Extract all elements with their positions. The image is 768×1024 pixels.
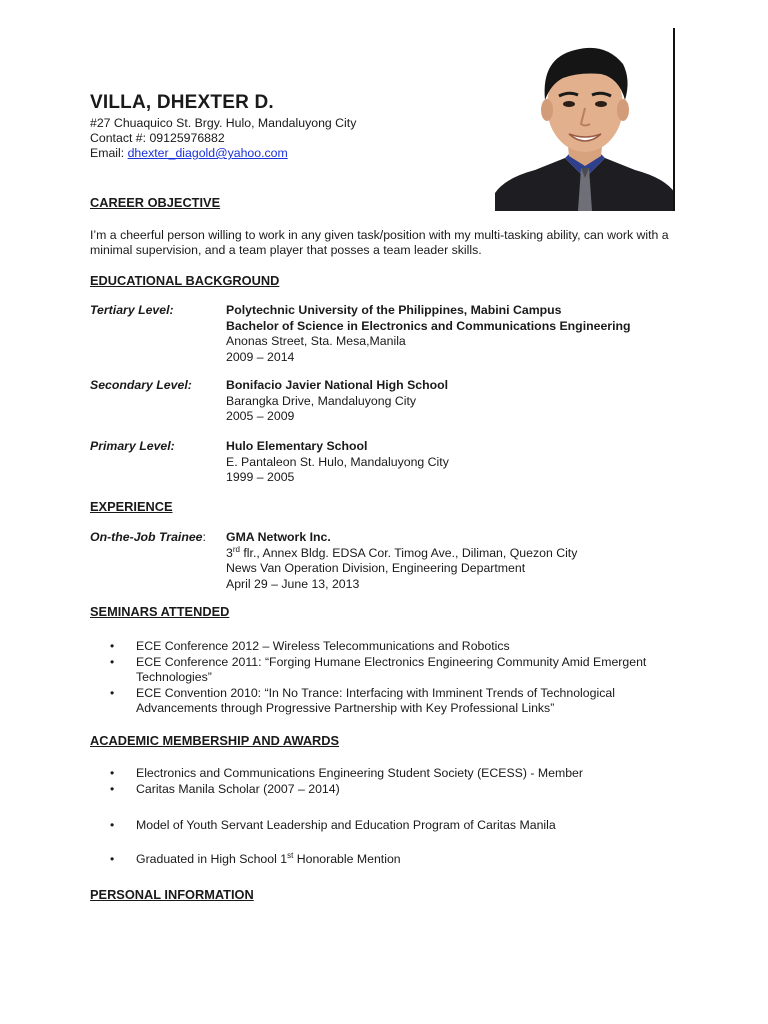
ojt-label-colon: :	[202, 530, 206, 544]
portrait-illustration	[495, 28, 675, 211]
address-floor-suffix: rd	[232, 544, 240, 554]
tertiary-years: 2009 – 2014	[226, 349, 295, 364]
experience-title: EXPERIENCE	[90, 499, 173, 514]
primary-school: Hulo Elementary School	[226, 439, 368, 453]
academic-title: ACADEMIC MEMBERSHIP AND AWARDS	[90, 733, 340, 748]
list-item: • ECE Convention 2010: “In No Trance: Interfacing with Imminent Trends of Technological Advancements through Progressive Partnership with Key Professional Links”	[110, 686, 680, 717]
ojt-label-text: On-the-Job Trainee	[90, 530, 203, 544]
primary-level-label: Primary Level:	[90, 439, 175, 453]
list-item: • ECE Conference 2012 – Wireless Telecommunications and Robotics	[110, 639, 680, 655]
tertiary-degree: Bachelor of Science in Electronics and Communications Engineering	[226, 318, 631, 333]
contact-block	[90, 116, 356, 161]
contact-line	[90, 131, 356, 146]
secondary-address: Barangka Drive, Mandaluyong City	[226, 393, 417, 408]
applicant-photo	[495, 28, 675, 211]
list-item: • ECE Conference 2011: “Forging Humane Electronics Engineering Community Amid Emergent Technologies”	[110, 655, 680, 686]
address-rest: flr., Annex Bldg. EDSA Cor. Timog Ave., Diliman, Quezon City	[239, 545, 578, 560]
email-link[interactable]: dhexter_diagold@yahoo.com	[127, 146, 288, 160]
photo-border	[673, 28, 675, 211]
secondary-details	[226, 378, 448, 425]
educational-background-title: EDUCATIONAL BACKGROUND	[90, 273, 280, 288]
company-address	[226, 546, 577, 562]
company-division: News Van Operation Division, Engineering Department	[226, 561, 526, 575]
email-line	[90, 146, 356, 161]
secondary-years: 2005 – 2009	[226, 409, 295, 423]
ojt-label	[90, 530, 206, 544]
list-item: • Electronics and Communications Engineering Student Society (ECESS) - Member	[110, 766, 680, 782]
honor-ordinal-suffix: st	[287, 850, 294, 860]
contact-label: Contact #:	[90, 131, 150, 145]
seminars-list	[110, 639, 680, 717]
awards-list	[110, 766, 680, 797]
contact-number: 09125976882	[149, 131, 225, 145]
tertiary-level-label: Tertiary Level:	[90, 303, 174, 317]
experience-dates: April 29 – June 13, 2013	[226, 576, 360, 591]
honor-text-post: Honorable Mention	[293, 852, 401, 866]
experience-details	[226, 530, 577, 592]
primary-address: E. Pantaleon St. Hulo, Mandaluyong City	[226, 454, 449, 469]
address-floor-number: 3	[226, 545, 233, 560]
primary-details	[226, 439, 449, 486]
career-objective-text: I’m a cheerful person willing to work in any given task/position with my multi-tasking ability, can work with a minimal supervision, and a team player that posses a team leader skills.	[90, 228, 669, 257]
secondary-level-label: Secondary Level:	[90, 378, 192, 392]
applicant-name: VILLA, DHEXTER D.	[90, 92, 274, 113]
list-item: • Caritas Manila Scholar (2007 – 2014)	[110, 782, 680, 798]
company-name: GMA Network Inc.	[226, 530, 331, 544]
honor-text-pre: Graduated in High School 1	[136, 852, 288, 866]
awards-list-2	[110, 818, 680, 834]
tertiary-address: Anonas Street, Sta. Mesa,Manila	[226, 334, 406, 348]
tertiary-school: Polytechnic University of the Philippines, Mabini Campus	[226, 303, 562, 317]
tertiary-details	[226, 303, 631, 365]
personal-info-title: PERSONAL INFORMATION	[90, 887, 254, 902]
secondary-school: Bonifacio Javier National High School	[226, 378, 449, 392]
primary-years: 1999 – 2005	[226, 470, 295, 484]
awards-list-3	[110, 852, 680, 868]
career-objective-title: CAREER OBJECTIVE	[90, 195, 221, 210]
list-item: • Model of Youth Servant Leadership and Education Program of Caritas Manila	[110, 818, 680, 834]
list-item	[110, 852, 680, 868]
seminars-title: SEMINARS ATTENDED	[90, 604, 230, 619]
email-label: Email:	[90, 146, 128, 160]
address-line: #27 Chuaquico St. Brgy. Hulo, Mandaluyong City	[90, 116, 357, 130]
